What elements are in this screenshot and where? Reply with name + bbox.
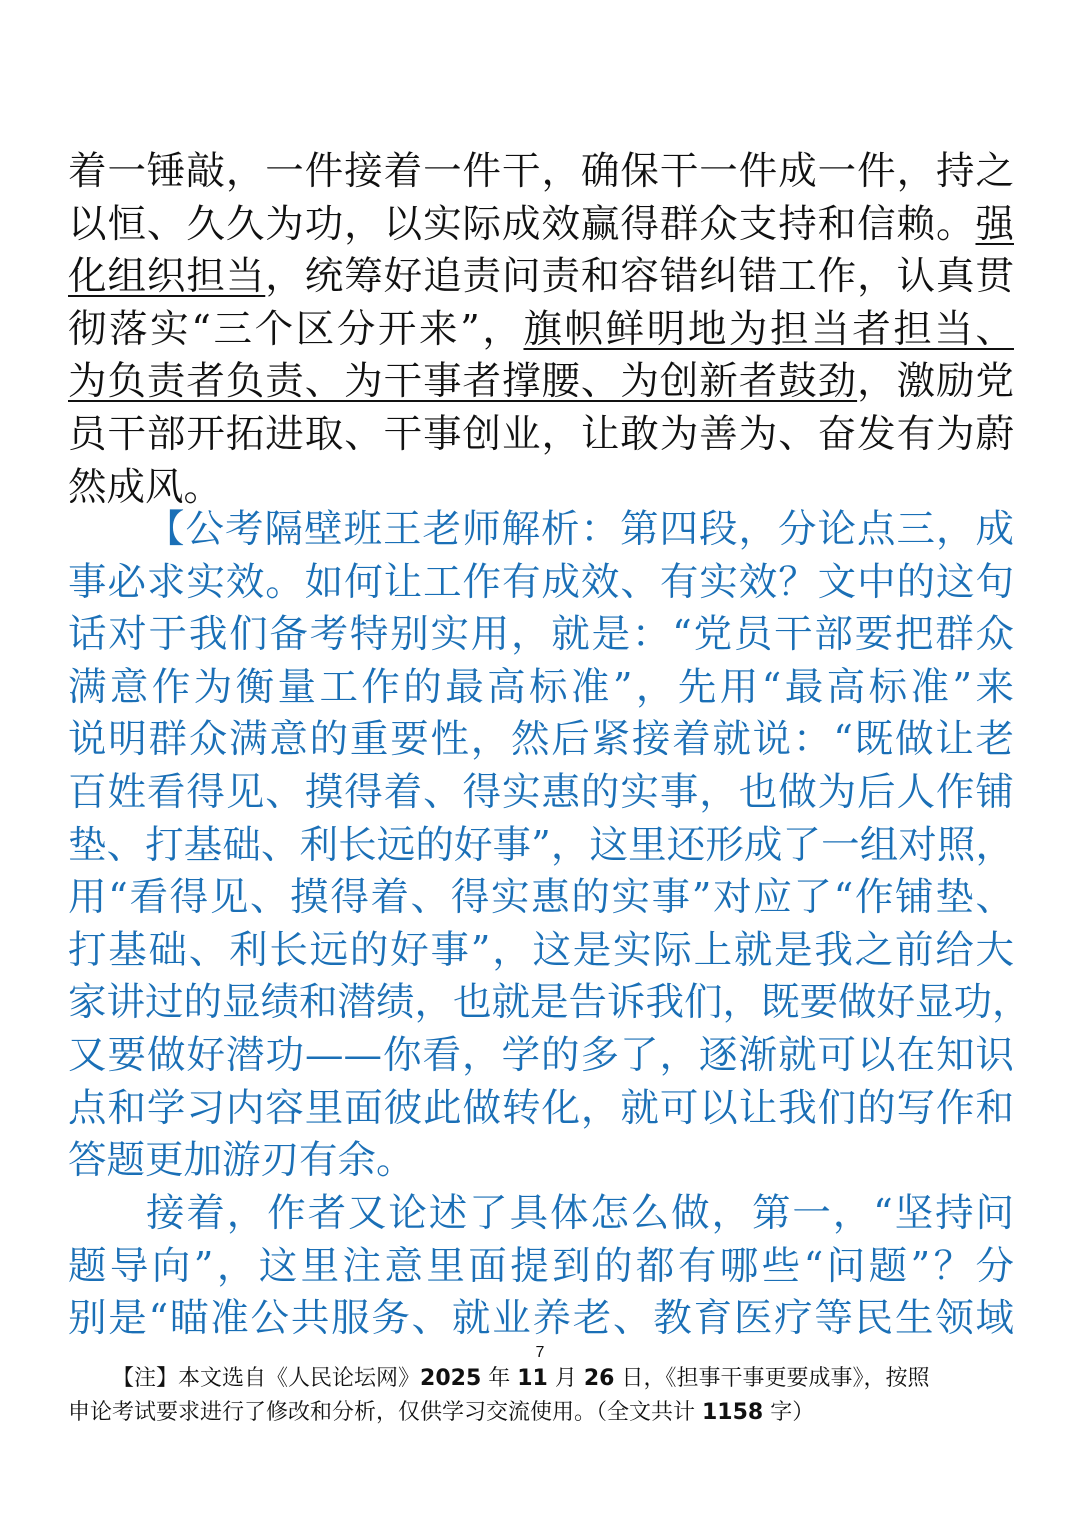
analysis-line: 说明群众满意的重要性，然后紧接着就说：“既做让老 [68, 717, 1014, 763]
analysis-paragraph [68, 1188, 1014, 1346]
analysis-line: 话对于我们备考特别实用，就是：“党员干部要把群众 [68, 612, 1014, 658]
body-line: 然成风。 [68, 464, 223, 510]
underlined-text: 为负责者负责、为干事者撑腰、为创新者鼓劲 [68, 359, 858, 405]
body-line: 彻落实“三个区分开来”，旗帜鲜明地为担当者担当、 [68, 306, 1014, 352]
page-number: 7 [535, 1344, 545, 1361]
analysis-line: 用“看得见、摸得着、得实惠的实事”对应了“作铺垫、 [68, 875, 1014, 921]
body-line: 化组织担当，统筹好追责问责和容错纠错工作，认真贯 [68, 254, 1014, 300]
analysis-line: 家讲过的显绩和潜绩，也就是告诉我们，既要做好显功， [68, 980, 1031, 1026]
analysis-line: 垫、打基础、利长远的好事”，这里还形成了一组对照， [68, 822, 1014, 868]
analysis-line: 接着，作者又论述了具体怎么做，第一，“坚持问 [146, 1191, 1014, 1236]
body-line: 以恒、久久为功，以实际成效赢得群众支持和信赖。强 [68, 201, 1014, 247]
underlined-text: 旗帜鲜明地为担当者担当、 [523, 306, 1014, 352]
body-line: 着一锤敲，一件接着一件干，确保干一件成一件，持之 [68, 149, 1014, 194]
footnote-line: 申论考试要求进行了修改和分析，仅供学习交流使用。（全文共计 1158 字） [68, 1400, 815, 1425]
analysis-line: 又要做好潜功——你看，学的多了，逐渐就可以在知识 [68, 1032, 1014, 1078]
underlined-text: 强 [975, 201, 1014, 247]
analysis-line: 百姓看得见、摸得着、得实惠的实事，也做为后人作铺 [68, 769, 1014, 815]
analysis-line: 答题更加游刃有余。 [68, 1138, 415, 1184]
body-line: 员干部开拓进取、干事创业，让敢为善为、奋发有为蔚 [68, 411, 1014, 457]
footnote-line: 【注】本文选自《人民论坛网》2025 年 11 月 26 日，《担事干事更要成事》，按照 [112, 1366, 930, 1391]
body-line: 为负责者负责、为干事者撑腰、为创新者鼓劲，激励党 [68, 359, 1014, 405]
analysis-line: 打基础、利长远的好事”，这是实际上就是我之前给大 [68, 927, 1014, 973]
analysis-line: 【公考隔壁班王老师解析：第四段，分论点三，成 [146, 507, 1014, 552]
analysis-line: 事必求实效。如何让工作有成效、有实效？文中的这句 [68, 559, 1014, 605]
analysis-line: 别是“瞄准公共服务、就业养老、教育医疗等民生领域 [68, 1296, 1014, 1342]
analysis-line: 满意作为衡量工作的最高标准”，先用“最高标准”来 [68, 664, 1014, 710]
analysis-line: 题导向”，这里注意里面提到的都有哪些“问题”？分 [68, 1243, 1014, 1289]
analysis-line: 点和学习内容里面彼此做转化，就可以让我们的写作和 [68, 1085, 1014, 1131]
footnote [68, 1362, 1014, 1430]
analysis-paragraph [68, 504, 1031, 1188]
underlined-text: 化组织担当 [68, 254, 266, 300]
body-paragraph [68, 146, 1014, 514]
